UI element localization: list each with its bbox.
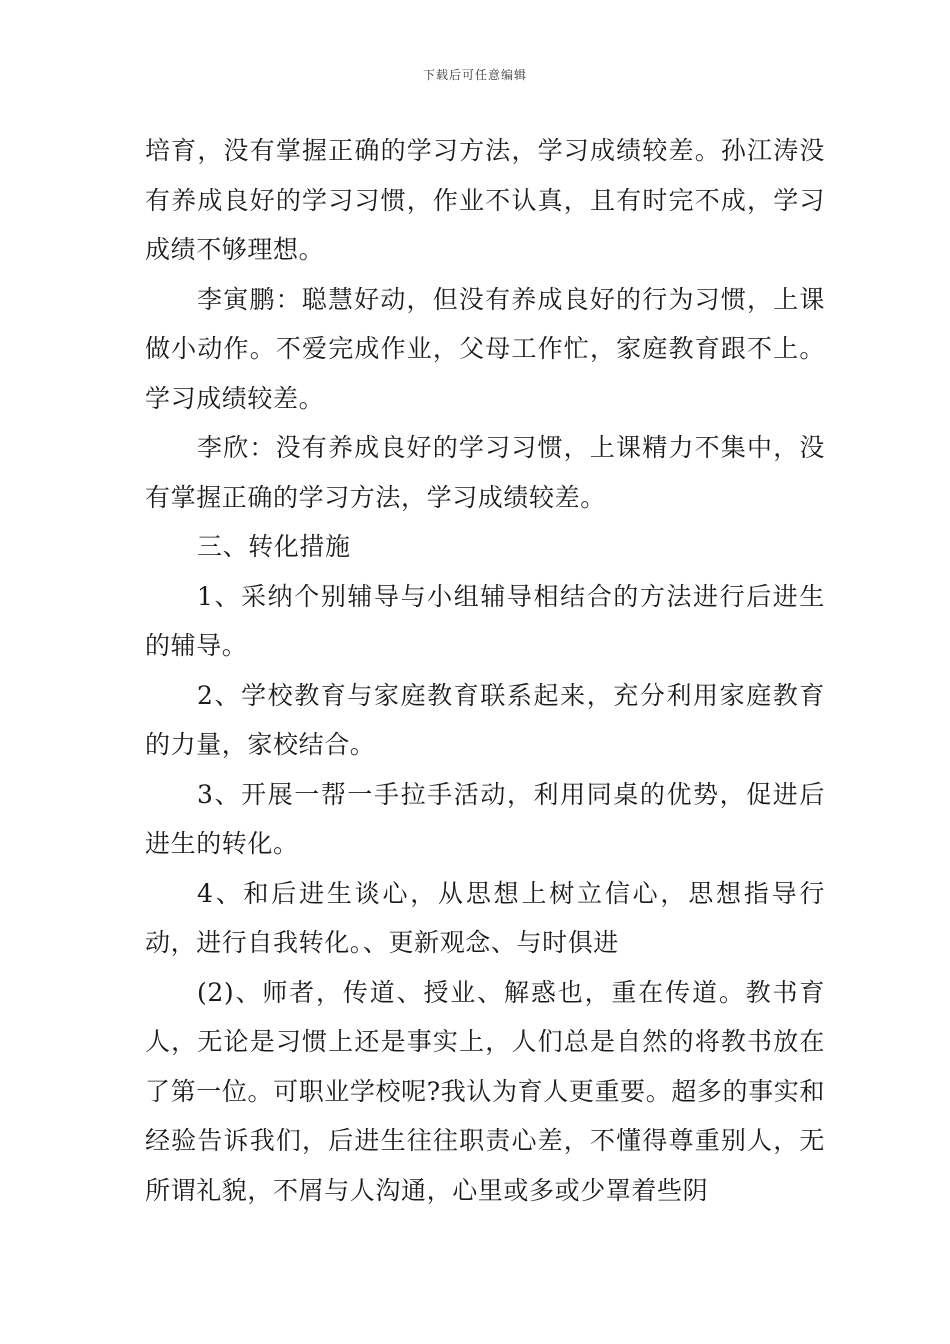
- paragraph-li-yinpeng: 李寅鹏：聪慧好动，但没有养成良好的行为习惯，上课做小动作。不爱完成作业，父母工作忙，家庭教育跟不上。学习成绩较差。: [145, 284, 825, 413]
- document-body: [145, 126, 825, 1215]
- page-header-note: 下载后可任意编辑: [422, 68, 527, 82]
- section-heading-measures: 三、转化措施: [197, 532, 351, 561]
- list-item-4: 4、和后进生谈心，从思想上树立信心，思想指导行动，进行自我转化。、更新观念、与时俱进: [145, 878, 825, 957]
- paragraph-continuation: 培育，没有掌握正确的学习方法，学习成绩较差。孙江涛没有养成良好的学习习惯，作业不认真，且有时完不成，学习成绩不够理想。: [145, 136, 825, 264]
- list-item-1: 1、采纳个别辅导与小组辅导相结合的方法进行后进生的辅导。: [145, 581, 825, 660]
- list-item-2: 2、学校教育与家庭教育联系起来，充分利用家庭教育的力量，家校结合。: [145, 680, 825, 759]
- paragraph-teacher: (2)、师者，传道、授业、解惑也，重在传道。教书育人，无论是习惯上还是事实上，人们总是自然的将教书放在了第一位。可职业学校呢?我认为育人更重要。超多的事实和经验告诉我们，后进生往往职责心差，不懂得尊重别人，无所谓礼貌，不屑与人沟通，心里或多或少罩着些阴: [145, 977, 825, 1205]
- list-item-3: 3、开展一帮一手拉手活动，利用同桌的优势，促进后进生的转化。: [145, 779, 825, 858]
- paragraph-li-xin: 李欣：没有养成良好的学习习惯，上课精力不集中，没有掌握正确的学习方法，学习成绩较差。: [145, 433, 825, 512]
